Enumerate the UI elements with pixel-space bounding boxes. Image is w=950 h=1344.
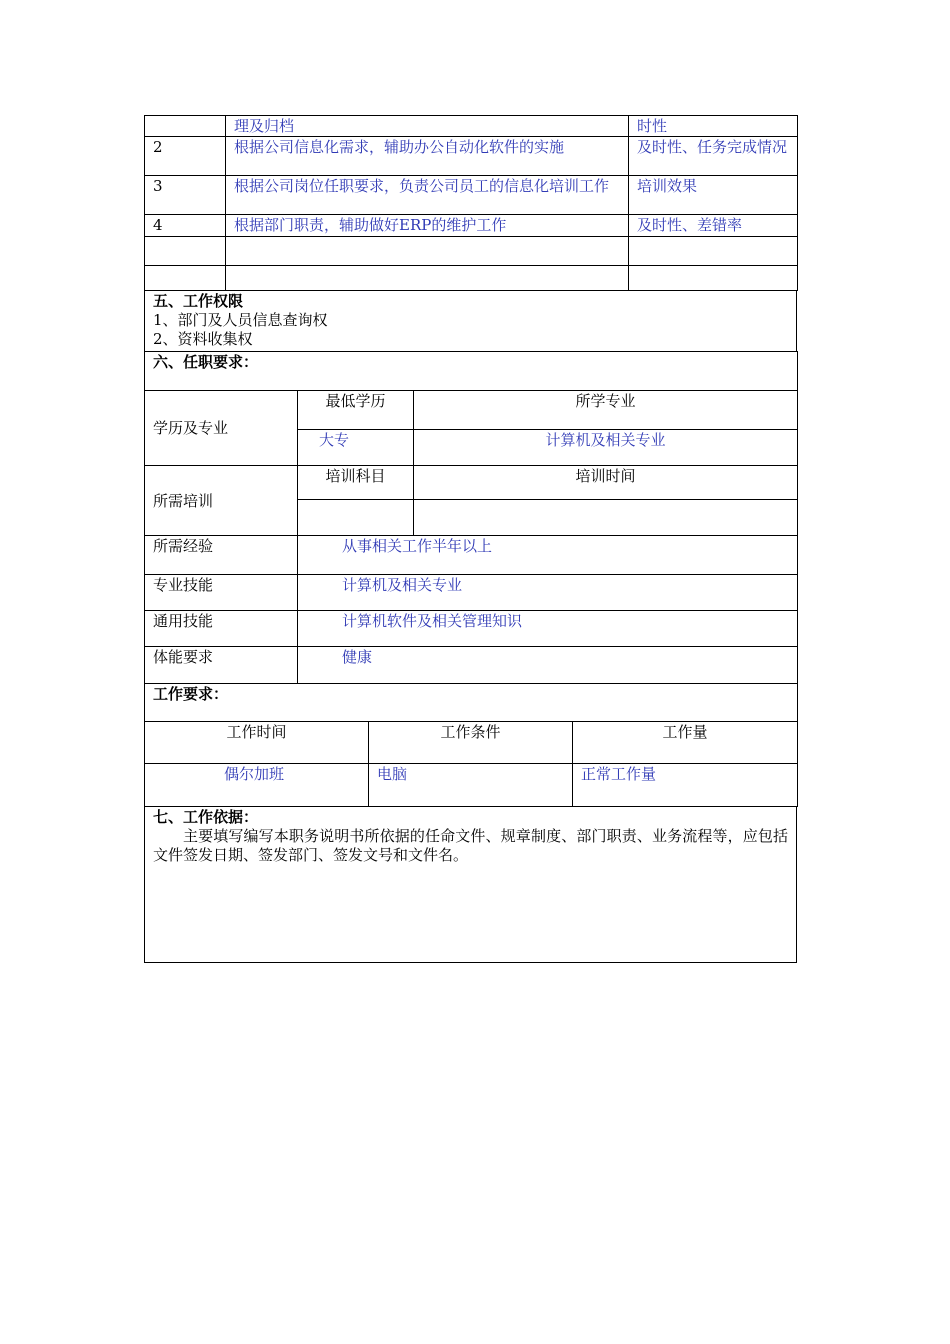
duty-content: 根据部门职责，辅助做好ERP的维护工作 [226, 215, 629, 237]
table-row [145, 215, 798, 237]
duty-no [145, 116, 226, 137]
authority-section [144, 290, 797, 352]
duty-content: 根据公司岗位任职要求，负责公司员工的信息化培训工作 [226, 176, 629, 215]
work-condition-value: 电脑 [369, 764, 573, 807]
work-load-value: 正常工作量 [573, 764, 798, 807]
physical-label: 体能要求 [145, 647, 298, 684]
major-label: 所学专业 [414, 391, 798, 430]
work-time-value: 偶尔加班 [145, 764, 369, 807]
empty-cell [145, 266, 226, 291]
table-row [145, 137, 798, 176]
empty-cell [226, 237, 629, 266]
experience-label: 所需经验 [145, 536, 298, 575]
authority-item: 1、部门及人员信息查询权 [153, 311, 328, 329]
general-skill-label: 通用技能 [145, 611, 298, 647]
pro-skill-label: 专业技能 [145, 575, 298, 611]
training-time-value [414, 500, 798, 536]
empty-cell [629, 266, 798, 291]
table-row [145, 237, 798, 266]
authority-item: 2、资料收集权 [153, 330, 253, 348]
training-subject-label: 培训科目 [298, 466, 414, 500]
duty-no: 3 [145, 176, 226, 215]
table-row [145, 176, 798, 215]
table-row [145, 266, 798, 291]
duty-content: 理及归档 [226, 116, 629, 137]
section-title: 六、任职要求： [145, 352, 798, 391]
duties-table [144, 115, 798, 291]
training-subject-value [298, 500, 414, 536]
pro-skill-value: 计算机及相关专业 [298, 575, 798, 611]
work-time-label: 工作时间 [145, 722, 369, 764]
duty-content: 根据公司信息化需求，辅助办公自动化软件的实施 [226, 137, 629, 176]
section-title: 七、工作依据： [153, 808, 259, 826]
empty-cell [226, 266, 629, 291]
general-skill-value: 计算机软件及相关管理知识 [298, 611, 798, 647]
duty-standard: 培训效果 [629, 176, 798, 215]
empty-cell [629, 237, 798, 266]
duty-no: 2 [145, 137, 226, 176]
duty-standard: 及时性、任务完成情况 [629, 137, 798, 176]
duty-standard: 时性 [629, 116, 798, 137]
education-label: 学历及专业 [145, 391, 298, 466]
min-degree-value: 大专 [298, 430, 414, 466]
duty-no: 4 [145, 215, 226, 237]
min-degree-label: 最低学历 [298, 391, 414, 430]
training-time-label: 培训时间 [414, 466, 798, 500]
empty-cell [145, 237, 226, 266]
work-requirements-table [144, 683, 798, 807]
work-condition-label: 工作条件 [369, 722, 573, 764]
basis-text: 主要填写编写本职务说明书所依据的任命文件、规章制度、部门职责、业务流程等，应包括文件签发日期、签发部门、签发文号和文件名。 [153, 827, 788, 864]
table-row [145, 116, 798, 137]
experience-value: 从事相关工作半年以上 [298, 536, 798, 575]
physical-value: 健康 [298, 647, 798, 684]
major-value: 计算机及相关专业 [414, 430, 798, 466]
duty-standard: 及时性、差错率 [629, 215, 798, 237]
job-description-form [144, 115, 797, 963]
section-title: 工作要求： [145, 684, 798, 722]
requirements-table [144, 351, 798, 684]
training-label: 所需培训 [145, 466, 298, 536]
section-title: 五、工作权限 [153, 292, 244, 310]
basis-section [144, 806, 797, 963]
work-load-label: 工作量 [573, 722, 798, 764]
